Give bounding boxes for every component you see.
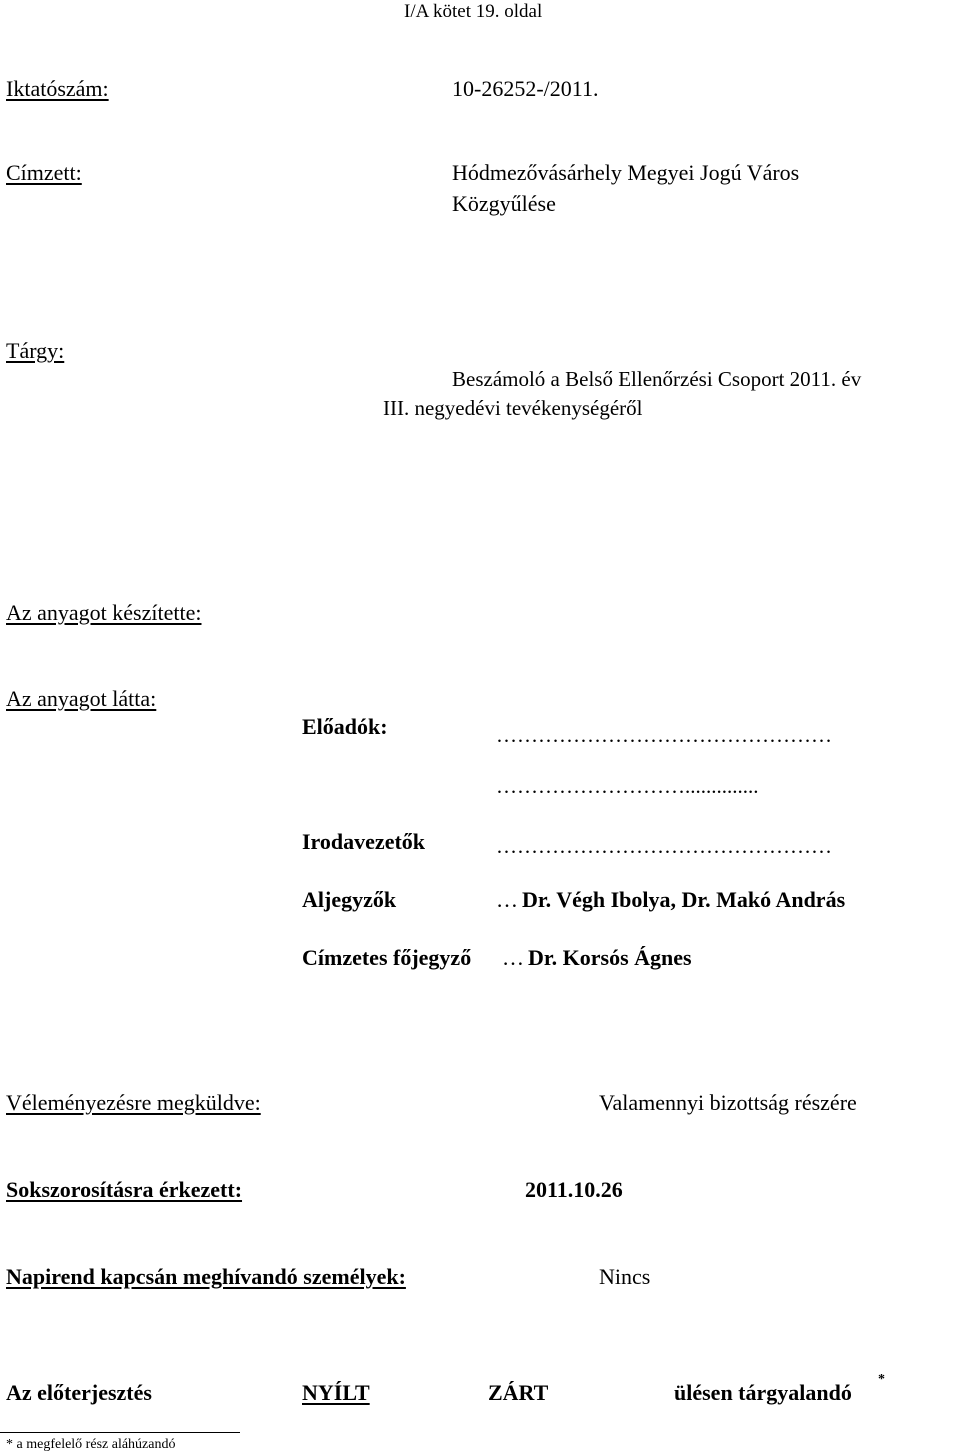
eloadok-dots-2: ……………………….............. [496,774,759,798]
napirend-label: Napirend kapcsán meghívandó személyek: [6,1264,406,1289]
cimzetes-fojegyzo-label: Címzetes főjegyző [302,945,472,970]
irodavezetok-dots: ………………………………………… [496,834,832,858]
napirend-value: Nincs [599,1264,651,1289]
aljegyzok-label: Aljegyzők [302,887,397,912]
page-reference: I/A kötet 19. oldal [404,1,543,22]
irodavezetok-label: Irodavezetők [302,829,426,854]
sokszorositas-label: Sokszorosításra érkezett: [6,1177,243,1202]
targy-line1: Beszámoló a Belső Ellenőrzési Csoport 2011. év [452,367,862,391]
eloadok-dots-1: ………………………………………… [496,723,832,747]
eloadok-label: Előadók: [302,714,388,739]
ules-suffix: ülésen tárgyalandó [674,1380,852,1405]
latta-label: Az anyagot látta: [6,686,157,711]
targy-line2: III. negyedévi tevékenységéről [383,396,643,420]
velemenyezes-label: Véleményezésre megküldve: [6,1090,261,1115]
footnote-separator [0,1432,240,1433]
cimzett-line1: Hódmezővásárhely Megyei Jogú Város [452,160,800,185]
zart-option: ZÁRT [488,1380,549,1405]
velemenyezes-value: Valamennyi bizottság részére [599,1090,857,1115]
footnote-marker: * [878,1372,885,1387]
aljegyzok-value: Dr. Végh Ibolya, Dr. Makó András [522,887,846,912]
iktatoszam-value: 10-26252-/2011. [452,76,599,101]
targy-label: Tárgy: [6,338,65,363]
cimzetes-fojegyzo-value: Dr. Korsós Ágnes [528,945,692,970]
nyilt-option: NYÍLT [302,1380,370,1405]
iktatoszam-label: Iktatószám: [6,76,109,101]
eloterjesztes-label: Az előterjesztés [6,1380,152,1405]
aljegyzok-dots: … [496,887,518,912]
sokszorositas-value: 2011.10.26 [525,1177,623,1202]
keszitette-label: Az anyagot készítette: [6,600,202,625]
footnote-text: * a megfelelő rész aláhúzandó [6,1437,176,1452]
cimzetes-fojegyzo-dots: … [502,945,524,970]
cimzett-line2: Közgyűlése [452,191,556,216]
cimzett-label: Címzett: [6,160,82,185]
